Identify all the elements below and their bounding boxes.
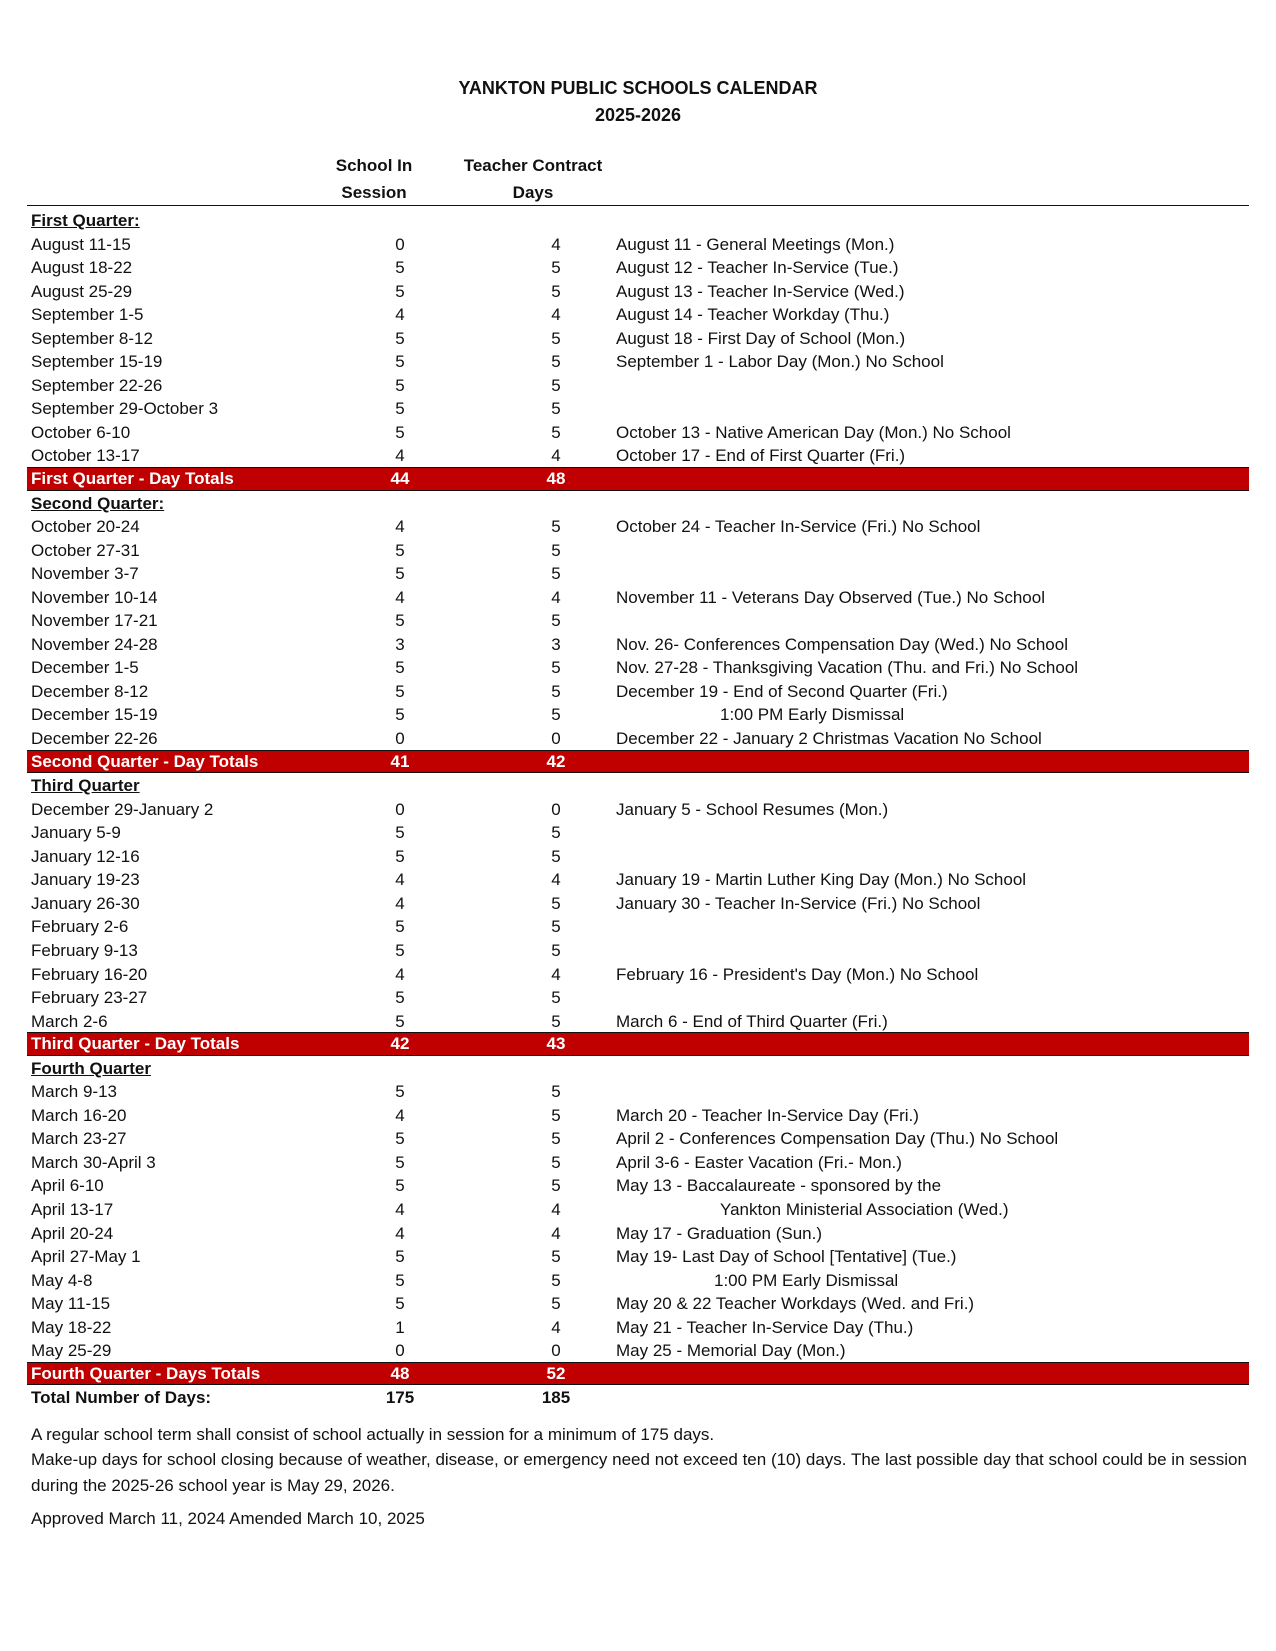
quarter-title: First Quarter: [31,211,140,230]
school-days-cell: 0 [395,799,405,819]
event-note: Nov. 27-28 - Thanksgiving Vacation (Thu. and Fri.) No School [616,658,1079,678]
week-row [27,1291,1249,1315]
teacher-days-cell: 0 [551,1341,561,1361]
teacher-days-cell: 5 [551,540,561,560]
week-range: December 29-January 2 [31,799,214,819]
teacher-days-cell: 5 [551,1105,561,1125]
week-row [27,820,1249,844]
week-row [27,655,1249,679]
grand-total-label: Total Number of Days: [31,1388,212,1408]
quarter-total-teacher: 52 [546,1363,566,1383]
week-range: August 11-15 [31,234,131,254]
week-range: November 10-14 [31,587,158,607]
week-range: March 23-27 [31,1129,127,1149]
school-days-cell: 4 [395,1199,405,1219]
week-range: September 29-October 3 [31,399,219,419]
week-range: May 18-22 [31,1317,112,1337]
week-range: September 22-26 [31,375,163,395]
quarter-total-label: First Quarter - Day Totals [31,469,234,489]
teacher-days-cell: 5 [551,1176,561,1196]
school-days-cell: 4 [395,446,405,466]
week-range: December 15-19 [31,705,158,725]
quarter-total-label: Fourth Quarter - Days Totals [31,1363,261,1383]
teacher-days-cell: 5 [551,258,561,278]
week-range: December 1-5 [31,658,139,678]
school-header-line2: Session [341,183,407,202]
teacher-contract-days-header [448,152,618,206]
teacher-days-cell: 4 [551,870,561,890]
school-in-session-header [314,152,434,206]
school-days-cell: 5 [395,399,405,419]
event-note: August 13 - Teacher In-Service (Wed.) [616,281,905,301]
week-range: February 23-27 [31,988,148,1008]
week-range: April 13-17 [31,1199,114,1219]
school-days-cell: 0 [395,234,405,254]
event-note: Nov. 26- Conferences Compensation Day (Wed.) No School [616,634,1068,654]
teacher-days-cell: 5 [551,1011,561,1031]
week-row [27,844,1249,868]
teacher-days-cell: 3 [551,634,561,654]
week-row [27,797,1249,821]
teacher-days-cell: 5 [551,352,561,372]
week-row [27,255,1249,279]
week-row [27,1103,1249,1127]
school-days-cell: 5 [395,611,405,631]
teacher-days-cell: 4 [551,234,561,254]
week-row [27,514,1249,538]
week-range: February 16-20 [31,964,148,984]
week-row [27,1173,1249,1197]
week-range: August 18-22 [31,258,133,278]
teacher-days-cell: 5 [551,422,561,442]
week-row [27,1315,1249,1339]
week-range: September 15-19 [31,352,163,372]
header-rule [27,205,1249,206]
school-days-cell: 5 [395,1152,405,1172]
school-days-cell: 4 [395,893,405,913]
week-row [27,1197,1249,1221]
event-note: December 22 - January 2 Christmas Vacation No School [616,729,1042,749]
week-range: March 30-April 3 [31,1152,156,1172]
week-row [27,538,1249,562]
teacher-days-cell: 5 [551,611,561,631]
teacher-days-cell: 5 [551,1082,561,1102]
quarter-total-row [27,1032,1249,1056]
week-row [27,1338,1249,1362]
school-days-cell: 5 [395,988,405,1008]
event-note: May 13 - Baccalaureate - sponsored by the [616,1176,942,1196]
week-row [27,679,1249,703]
week-range: April 20-24 [31,1223,114,1243]
school-days-cell: 1 [395,1317,405,1337]
teacher-days-cell: 5 [551,564,561,584]
event-note: August 14 - Teacher Workday (Thu.) [616,305,890,325]
school-days-cell: 5 [395,1294,405,1314]
school-days-cell: 5 [395,258,405,278]
school-days-cell: 4 [395,517,405,537]
teacher-days-cell: 5 [551,917,561,937]
school-year: 2025-2026 [594,105,682,125]
week-range: March 9-13 [31,1082,117,1102]
school-days-cell: 5 [395,1270,405,1290]
week-range: December 8-12 [31,681,149,701]
school-days-cell: 5 [395,705,405,725]
teacher-header-line1: Teacher Contract [463,156,603,175]
week-row [27,891,1249,915]
school-days-cell: 5 [395,1129,405,1149]
event-note: January 30 - Teacher In-Service (Fri.) No School [616,893,981,913]
week-row [27,232,1249,256]
week-range: March 16-20 [31,1105,127,1125]
school-days-cell: 5 [395,940,405,960]
school-days-cell: 4 [395,870,405,890]
event-note: October 24 - Teacher In-Service (Fri.) No School [616,517,981,537]
week-range: September 8-12 [31,328,153,348]
quarter-title: Second Quarter: [31,493,165,513]
week-row [27,608,1249,632]
week-range: May 4-8 [31,1270,93,1290]
teacher-days-cell: 5 [551,988,561,1008]
week-range: October 6-10 [31,422,131,442]
week-range: October 27-31 [31,540,140,560]
week-row [27,396,1249,420]
quarter-total-teacher: 43 [546,1034,566,1054]
quarter-title: Third Quarter [31,776,140,796]
event-note: April 2 - Conferences Compensation Day (Thu.) No School [616,1129,1059,1149]
week-row [27,1221,1249,1245]
approval-note: Approved March 11, 2024 Amended March 10, 2025 [31,1509,425,1528]
event-note: 1:00 PM Early Dismissal [720,705,905,725]
event-note: August 12 - Teacher In-Service (Tue.) [616,258,899,278]
teacher-days-cell: 5 [551,1152,561,1172]
school-days-cell: 3 [395,634,405,654]
teacher-days-cell: 5 [551,681,561,701]
quarter-heading [27,1056,1249,1080]
week-row [27,443,1249,467]
event-note: 1:00 PM Early Dismissal [714,1270,899,1290]
event-note: February 16 - President's Day (Mon.) No School [616,964,979,984]
school-header-line1: School In [335,156,413,175]
calendar-table [27,208,1249,1411]
grand-total-school: 175 [385,1388,415,1408]
school-days-cell: 5 [395,681,405,701]
event-note: May 21 - Teacher In-Service Day (Thu.) [616,1317,914,1337]
event-note: January 5 - School Resumes (Mon.) [616,799,889,819]
week-row [27,585,1249,609]
teacher-days-cell: 5 [551,658,561,678]
event-note: October 17 - End of First Quarter (Fri.) [616,446,906,466]
school-days-cell: 5 [395,917,405,937]
grand-total-teacher: 185 [541,1388,571,1408]
quarter-total-school: 44 [390,469,410,489]
week-range: January 5-9 [31,823,121,843]
school-days-cell: 4 [395,305,405,325]
school-days-cell: 5 [395,823,405,843]
school-days-cell: 5 [395,1176,405,1196]
quarter-total-row [27,467,1249,491]
school-days-cell: 5 [395,328,405,348]
week-range: October 20-24 [31,517,140,537]
school-days-cell: 5 [395,1082,405,1102]
week-row [27,914,1249,938]
teacher-days-cell: 4 [551,1317,561,1337]
week-range: September 1-5 [31,305,144,325]
event-note: May 17 - Graduation (Sun.) [616,1223,822,1243]
quarter-total-label: Second Quarter - Day Totals [31,751,259,771]
footnote-makeup-days: Make-up days for school closing because of weather, disease, or emergency need not exceed ten (10) days. The last possible day that school could be in session during the 2025-26 school year is May 29, 2026. [31,1450,1247,1495]
teacher-days-cell: 5 [551,823,561,843]
school-days-cell: 5 [395,846,405,866]
week-row [27,279,1249,303]
grand-total-row [27,1385,1249,1411]
event-note: March 20 - Teacher In-Service Day (Fri.) [616,1105,919,1125]
school-days-cell: 5 [395,1011,405,1031]
teacher-days-cell: 5 [551,1270,561,1290]
page-header [0,75,1276,129]
quarter-heading [27,773,1249,797]
quarter-heading [27,491,1249,515]
teacher-days-cell: 4 [551,305,561,325]
quarter-total-school: 41 [390,751,410,771]
week-row [27,326,1249,350]
quarter-total-school: 48 [390,1363,410,1383]
teacher-days-cell: 5 [551,399,561,419]
week-range: October 13-17 [31,446,140,466]
school-days-cell: 5 [395,564,405,584]
event-note: Yankton Ministerial Association (Wed.) [720,1199,1009,1219]
event-note: October 13 - Native American Day (Mon.) No School [616,422,1011,442]
teacher-days-cell: 0 [551,799,561,819]
teacher-days-cell: 5 [551,846,561,866]
teacher-days-cell: 5 [551,375,561,395]
week-row [27,1079,1249,1103]
quarter-total-label: Third Quarter - Day Totals [31,1034,240,1054]
teacher-days-cell: 5 [551,705,561,725]
school-days-cell: 5 [395,1247,405,1267]
week-range: February 9-13 [31,940,138,960]
week-range: May 25-29 [31,1341,112,1361]
event-note: April 3-6 - Easter Vacation (Fri.- Mon.) [616,1152,902,1172]
teacher-days-cell: 4 [551,587,561,607]
teacher-header-line2: Days [512,183,554,202]
school-days-cell: 5 [395,375,405,395]
school-days-cell: 4 [395,587,405,607]
week-row [27,632,1249,656]
week-row [27,349,1249,373]
week-row [27,1268,1249,1292]
teacher-days-cell: 5 [551,281,561,301]
week-row [27,1150,1249,1174]
school-days-cell: 5 [395,281,405,301]
school-days-cell: 5 [395,658,405,678]
quarter-total-row [27,750,1249,774]
quarter-total-teacher: 48 [546,469,566,489]
week-row [27,702,1249,726]
teacher-days-cell: 4 [551,1223,561,1243]
teacher-days-cell: 5 [551,893,561,913]
week-range: May 11-15 [31,1294,111,1314]
quarter-total-teacher: 42 [546,751,566,771]
week-range: January 12-16 [31,846,140,866]
event-note: May 25 - Memorial Day (Mon.) [616,1341,846,1361]
teacher-days-cell: 0 [551,729,561,749]
event-note: May 20 & 22 Teacher Workdays (Wed. and Fri.) [616,1294,975,1314]
quarter-total-school: 42 [390,1034,410,1054]
school-days-cell: 4 [395,964,405,984]
event-note: January 19 - Martin Luther King Day (Mon.) No School [616,870,1027,890]
teacher-days-cell: 5 [551,1129,561,1149]
school-days-cell: 4 [395,1223,405,1243]
week-range: November 3-7 [31,564,139,584]
week-row [27,726,1249,750]
event-note: August 18 - First Day of School (Mon.) [616,328,906,348]
week-row [27,867,1249,891]
teacher-days-cell: 5 [551,1247,561,1267]
teacher-days-cell: 4 [551,1199,561,1219]
teacher-days-cell: 5 [551,940,561,960]
quarter-heading [27,208,1249,232]
week-row [27,962,1249,986]
event-note: March 6 - End of Third Quarter (Fri.) [616,1011,888,1031]
school-days-cell: 5 [395,352,405,372]
event-note: August 11 - General Meetings (Mon.) [616,234,895,254]
event-note: November 11 - Veterans Day Observed (Tue.) No School [616,587,1045,607]
week-row [27,561,1249,585]
week-row [27,1009,1249,1033]
school-days-cell: 5 [395,540,405,560]
event-note: May 19- Last Day of School [Tentative] (Tue.) [616,1247,957,1267]
week-range: January 26-30 [31,893,140,913]
week-range: November 24-28 [31,634,158,654]
week-range: August 25-29 [31,281,133,301]
page-title: YANKTON PUBLIC SCHOOLS CALENDAR [458,78,818,98]
week-range: November 17-21 [31,611,158,631]
teacher-days-cell: 5 [551,517,561,537]
week-range: January 19-23 [31,870,140,890]
quarter-title: Fourth Quarter [31,1058,151,1078]
teacher-days-cell: 4 [551,446,561,466]
week-range: December 22-26 [31,729,158,749]
teacher-days-cell: 4 [551,964,561,984]
footnote-minimum-days: A regular school term shall consist of school actually in session for a minimum of 175 days. [31,1425,715,1444]
teacher-days-cell: 5 [551,1294,561,1314]
week-row [27,985,1249,1009]
week-row [27,373,1249,397]
week-row [27,302,1249,326]
week-range: April 27-May 1 [31,1247,141,1267]
event-note: December 19 - End of Second Quarter (Fri.) [616,681,948,701]
week-range: March 2-6 [31,1011,108,1031]
school-days-cell: 0 [395,729,405,749]
week-range: April 6-10 [31,1176,104,1196]
quarter-total-row [27,1362,1249,1386]
week-row [27,1126,1249,1150]
school-days-cell: 4 [395,1105,405,1125]
event-note: September 1 - Labor Day (Mon.) No School [616,352,944,372]
week-row [27,1244,1249,1268]
teacher-days-cell: 5 [551,328,561,348]
week-row [27,420,1249,444]
school-days-cell: 0 [395,1341,405,1361]
week-row [27,938,1249,962]
week-range: February 2-6 [31,917,129,937]
school-days-cell: 5 [395,422,405,442]
